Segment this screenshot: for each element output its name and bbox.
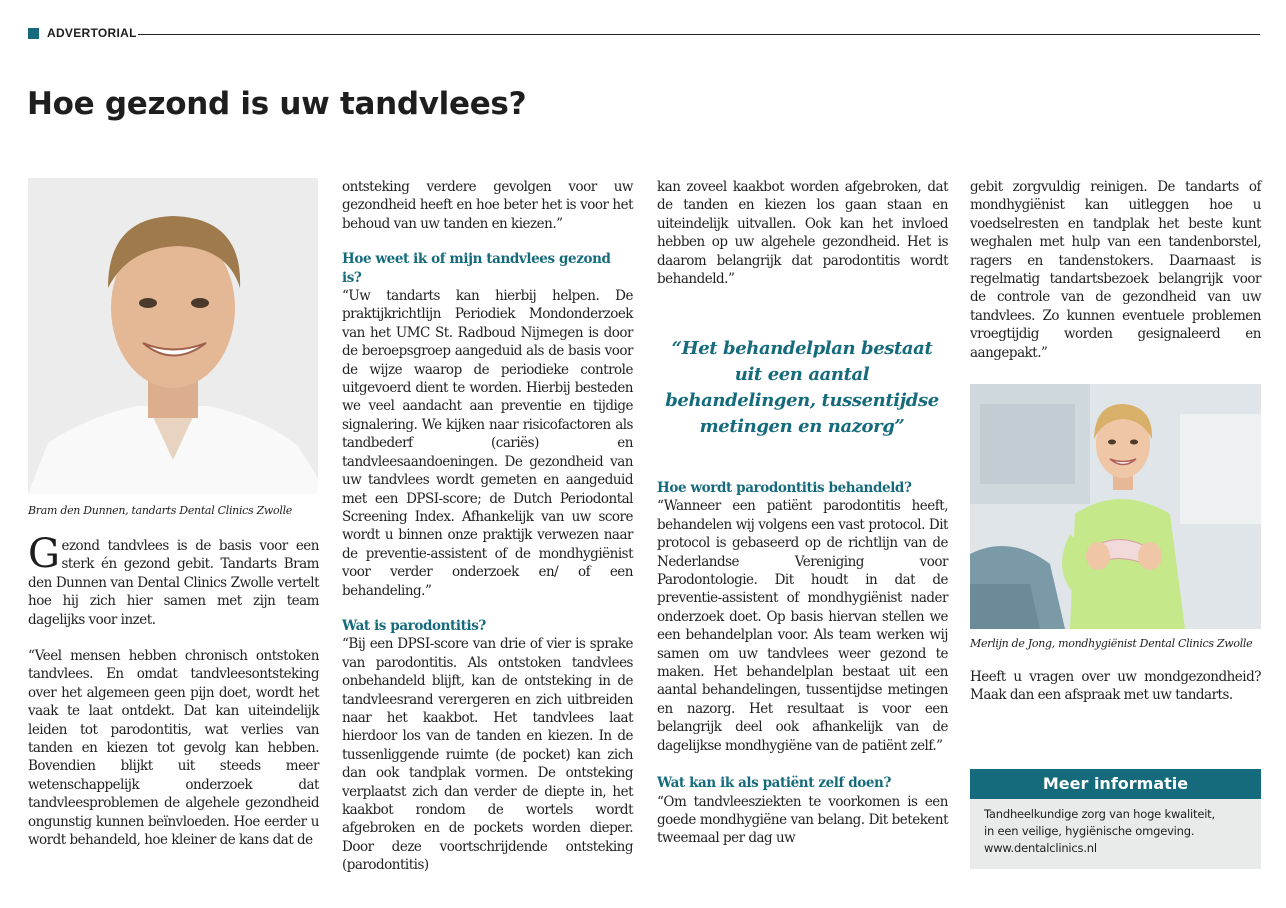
col2-paragraph-2: “Bij een DPSI-score van drie of vier is sprake van parodontitis. Als ontstoken tandvlees onbehandeld blijft, kan de ontsteking in de tandvleesrand verergeren en zich uitbreiden naar het kaakbot. Het tandvlees laat hierdoor los van de tanden en kiezen. In de tussenliggende ruimte (de pocket) kan zich dan ook tandplak vormen. De ontsteking verplaatst zich dan verder de diepte in, het kaakbot rondom de wortels wordt afgebroken en de pockets worden dieper. Door deze voortschrijdende ontsteking (parodontitis) — [342, 636, 633, 874]
intro-text: ezond tandvlees is de basis voor een sterk én gezond gebit. Tandarts Bram den Dunnen van Dental Clinics Zwolle vertelt hoe hij zich hier samen met zijn team dagelijks voor inzet. — [28, 538, 319, 628]
header-rule — [138, 34, 1260, 35]
col3-paragraph-0: kan zoveel kaakbot worden afgebroken, dat de tanden en kiezen los gaan staan en uiteindelijk uitvallen. Ook kan het invloed hebben op uw algehele gezondheid. Het is daarom belangrijk dat parodontitis wordt behandeld.” — [657, 179, 948, 288]
col1-paragraph-1: “Veel mensen hebben chronisch ontstoken tandvlees. En omdat tandvleesontsteking over het algemeen geen pijn doet, wordt het vaak te laat ontdekt. Dat kan uiteindelijk leiden tot parodontitis, wat verlies van tanden en kiezen tot gevolg kan hebben. Bovendien blijkt uit steeds meer wetenschappelijk onderzoek dat tandvleesproblemen de algehele gezondheid ongunstig kunnen beïnvloeden. Hoe eerder u wordt behandeld, hoe kleiner de kans dat de — [28, 648, 319, 849]
subheading-zelf-doen: Wat kan ik als patiënt zelf doen? — [657, 775, 891, 792]
col2-paragraph-0: ontsteking verdere gevolgen voor uw gezondheid heeft en hoe beter het is voor het behoud van uw tanden en kiezen.” — [342, 179, 633, 232]
more-info-box — [970, 769, 1261, 869]
more-info-line-1: Tandheelkundige zorg van hoge kwaliteit, — [984, 807, 1215, 821]
more-info-title: Meer informatie — [970, 769, 1261, 799]
article-column-3 — [657, 178, 948, 288]
article-column-3-lower — [657, 479, 948, 848]
article-column-4-lower — [970, 668, 1261, 705]
photo-dentist-caption: Bram den Dunnen, tandarts Dental Clinics Zwolle — [28, 504, 292, 517]
col4-paragraph-0: gebit zorgvuldig reinigen. De tandarts of mondhygiënist kan uitleggen hoe u voedselresten en tandplak het beste kunt weghalen met hulp van een tandenborstel, ragers en tandenstokers. Daarnaast is regelmatig tandartsbezoek belangrijk voor de controle van de gezondheid van uw tandvlees. Zo kunnen eventuele problemen vroegtijdig worden gesignaleerd en aangepakt.” — [970, 179, 1261, 361]
advertorial-square-marker — [28, 28, 39, 39]
pull-quote: “Het behandelplan bestaat uit een aantal behandelingen, tussentijdse metingen en nazorg” — [665, 338, 939, 437]
col3-paragraph-1: “Wanneer een patiënt parodontitis heeft, behandelen wij volgens een vast protocol. Dit protocol is gebaseerd op de richtlijn van de Nederlandse Vereniging voor Parodontologie. Dit houdt in dat de preventie-assistent of mondhygiënist nader onderzoek doet. Op basis hiervan stellen we een behandelplan voor. Als team werken wij samen om uw tandvlees weer gezond te maken. Het behandelplan bestaat uit een aantal behandelingen, tussentijdse metingen en nazorg. Het resultaat is voor een belangrijk deel ook afhankelijk van de dagelijkse mondhygiëne van de patiënt zelf.” — [657, 498, 948, 754]
article-column-2 — [342, 178, 633, 875]
col2-paragraph-1: “Uw tandarts kan hierbij helpen. De praktijkrichtlijn Periodiek Mondonderzoek van het UMC St. Radboud Nijmegen is door de beroepsgroep aangeduid als de basis voor de wijze waarop de periodieke controle uitgevoerd dient te worden. Hierbij besteden we veel aandacht aan preventie en tijdige signalering. We kijken naar risicofactoren als tandbederf (cariës) en tandvleesaandoeningen. De gezondheid van uw tandvlees wordt gemeten en aangeduid met een DPSI-score; de Dutch Periodontal Screening Index. Afhankelijk van uw score wordt u binnen onze praktijk verwezen naar de preventie-assistent of de mondhygiënist voor verder onderzoek en/ of een behandeling.” — [342, 288, 633, 599]
article-column-4 — [970, 178, 1261, 362]
article-headline: Hoe gezond is uw tandvlees? — [27, 86, 527, 122]
intro-paragraph — [28, 531, 319, 629]
more-info-body — [970, 799, 1261, 864]
dropcap-letter: G — [28, 531, 60, 577]
subheading-parodontitis: Wat is parodontitis? — [342, 617, 486, 634]
subheading-tandvlees-gezond: Hoe weet ik of mijn tandvlees gezond is? — [342, 251, 611, 286]
more-info-line-2: in een veilige, hygiënische omgeving. — [984, 824, 1195, 838]
more-info-website-link[interactable]: www.dentalclinics.nl — [984, 841, 1097, 855]
advertorial-label: ADVERTORIAL — [47, 26, 137, 40]
advertorial-bar — [28, 28, 1260, 40]
subheading-behandeling: Hoe wordt parodontitis behandeld? — [657, 480, 912, 496]
col4-paragraph-1: Heeft u vragen over uw mondgezondheid? Maak dan een afspraak met uw tandarts. — [970, 669, 1261, 704]
photo-hygienist-caption: Merlijn de Jong, mondhygiënist Dental Clinics Zwolle — [970, 637, 1253, 650]
article-column-1 — [28, 531, 319, 850]
photo-hygienist — [970, 384, 1261, 629]
photo-dentist-portrait — [28, 178, 318, 494]
col3-paragraph-2: “Om tandvleesziekten te voorkomen is een goede mondhygiëne van belang. Dit betekent tweemaal per dag uw — [657, 793, 948, 847]
